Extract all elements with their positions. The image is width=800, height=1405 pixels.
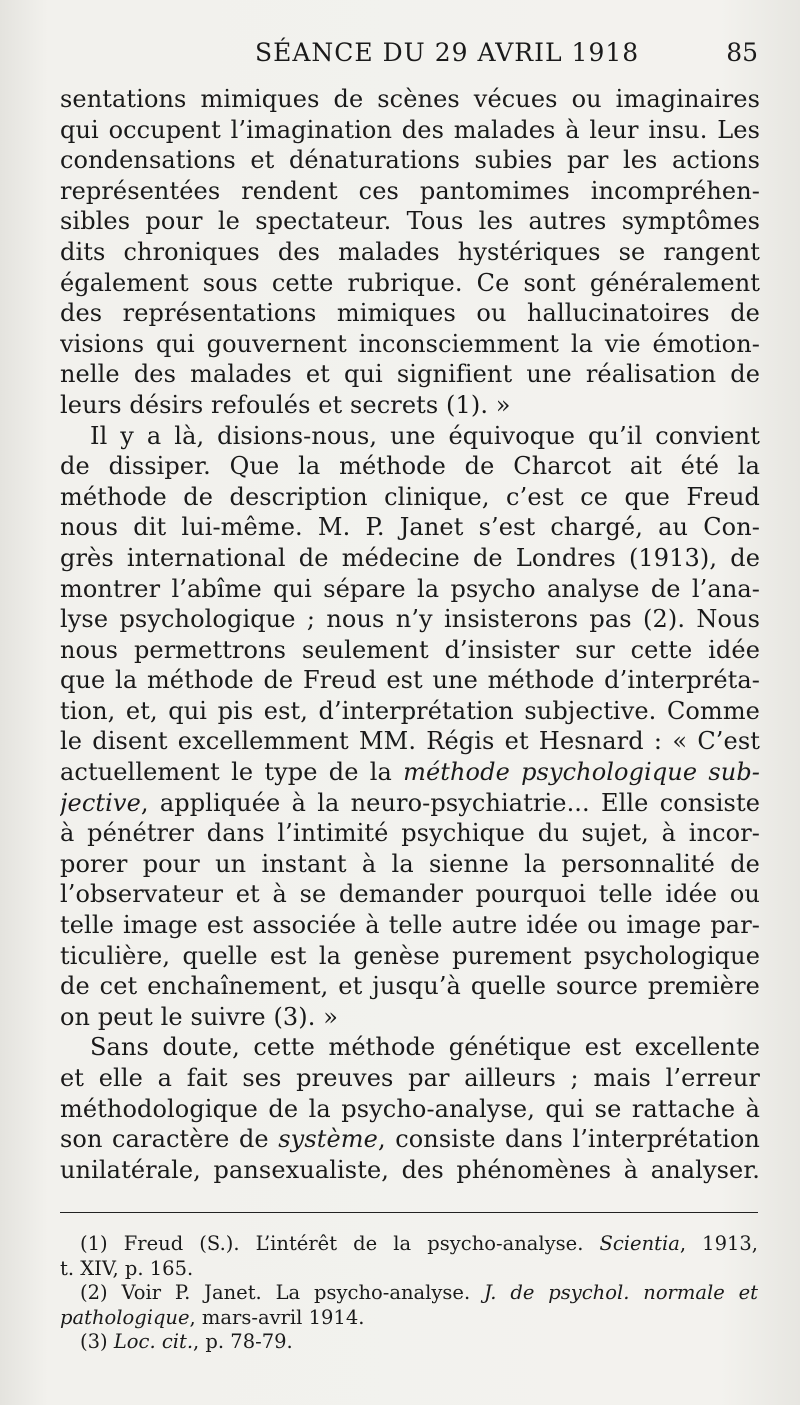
text-line: et elle a fait ses preuves par ailleurs ; mais l’erreur	[60, 1064, 760, 1092]
page-header	[60, 38, 758, 74]
text-line: de dissiper. Que la méthode de Charcot ait été la	[60, 452, 760, 481]
text-line: condensations et dénaturations subies par les actions	[60, 146, 760, 175]
footnote-line	[60, 1257, 758, 1282]
body-text	[60, 84, 760, 1185]
footnote-roman: (1) Freud (S.). L’intérêt de la psycho-analyse.	[80, 1232, 600, 1255]
text-line: également sous cette rubrique. Ce sont généralement	[60, 268, 760, 297]
text-line: que la méthode de Freud est une méthode d’interpréta-	[60, 666, 760, 695]
text-line: méthode de description clinique, c’est ce que Freud	[60, 482, 760, 511]
line-roman: , consiste dans l’interprétation	[377, 1125, 760, 1154]
footnote-italic: J. de psychol. normale et	[484, 1281, 758, 1305]
running-head: SÉANCE DU 29 AVRIL 1918	[255, 38, 640, 67]
text-line: l’observateur et à se demander pourquoi telle idée ou	[60, 880, 760, 909]
text-line: montrer l’abîme qui sépare la psycho analyse de l’ana-	[60, 574, 760, 603]
footnote-divider	[60, 1212, 758, 1213]
text-line: dits chroniques des malades hystériques se rangent	[60, 237, 760, 266]
footnote-italic: Scientia	[599, 1232, 680, 1255]
text-line: sentations mimiques de scènes vécues ou imaginaires	[60, 85, 760, 113]
text-line	[60, 788, 760, 819]
footnote-roman: , 1913,	[679, 1232, 758, 1255]
footnote-roman: t. XIV, p. 165.	[60, 1256, 194, 1280]
paragraph-start-line: Sans doute, cette méthode génétique est excellente	[90, 1033, 760, 1062]
footnote-line	[60, 1281, 758, 1306]
text-line: on peut le suivre (3). »	[60, 1002, 338, 1031]
line-roman: , appliquée à la neuro-psychiatrie... Elle consiste	[140, 788, 760, 817]
footnote-roman: (2) Voir P. Janet. La psycho-analyse.	[80, 1281, 484, 1305]
text-line: grès international de médecine de Londres (1913), de	[60, 543, 760, 572]
line-roman: son caractère de	[60, 1125, 279, 1154]
footnote-line	[60, 1306, 758, 1331]
line-roman: actuellement le type de la	[60, 758, 404, 787]
text-line: tion, et, qui pis est, d’interprétation subjective. Comme	[60, 696, 760, 725]
text-line	[60, 1124, 760, 1155]
text-line: nous permettrons seulement d’insister sur cette idée	[60, 635, 760, 664]
paragraph-start-line: Il y a là, disions-nous, une équivoque qu’il convient	[90, 421, 760, 450]
page-number: 85	[726, 38, 758, 67]
text-line: des représentations mimiques ou hallucinatoires de	[60, 299, 760, 328]
footnotes	[60, 1232, 758, 1355]
text-line: à pénétrer dans l’intimité psychique du sujet, à incor-	[60, 819, 760, 848]
text-line	[60, 757, 760, 788]
line-italic: système	[278, 1125, 378, 1154]
text-line: qui occupent l’imagination des malades à leur insu. Les	[60, 115, 760, 144]
text-line: de cet enchaînement, et jusqu’à quelle source première	[60, 972, 760, 1001]
text-line: porer pour un instant à la sienne la personnalité de	[60, 849, 760, 878]
line-italic: jective	[60, 788, 141, 817]
text-line: visions qui gouvernent inconsciemment la vie émotion-	[60, 329, 760, 358]
text-line: lyse psychologique ; nous n’y insisterons pas (2). Nous	[60, 605, 760, 634]
footnote-roman: , p. 78-79.	[193, 1330, 293, 1354]
text-line: nelle des malades et qui signifient une réalisation de	[60, 360, 760, 389]
text-line: unilatérale, pansexualiste, des phénomènes à analyser.	[60, 1155, 760, 1184]
footnote-roman: , mars-avril 1914.	[189, 1305, 365, 1329]
text-line: le disent excellemment MM. Régis et Hesnard : « C’est	[60, 727, 760, 756]
footnote-italic: pathologique	[60, 1305, 190, 1329]
text-line: telle image est associée à telle autre idée ou image par-	[60, 911, 760, 940]
footnote-line	[60, 1232, 758, 1257]
text-line: sibles pour le spectateur. Tous les autres symptômes	[60, 207, 760, 236]
footnote-roman: (3)	[80, 1330, 114, 1354]
text-line: nous dit lui-même. M. P. Janet s’est chargé, au Con-	[60, 513, 760, 542]
text-line: méthodologique de la psycho-analyse, qui se rattache à	[60, 1094, 760, 1123]
text-line: leurs désirs refoulés et secrets (1). »	[60, 390, 511, 419]
footnote-italic: Loc. cit.	[113, 1330, 194, 1354]
line-italic: méthode psychologique sub-	[403, 758, 760, 787]
text-line: représentées rendent ces pantomimes incompréhen-	[60, 176, 760, 205]
text-line: ticulière, quelle est la genèse purement psychologique	[60, 941, 760, 970]
footnote-line	[60, 1330, 758, 1355]
